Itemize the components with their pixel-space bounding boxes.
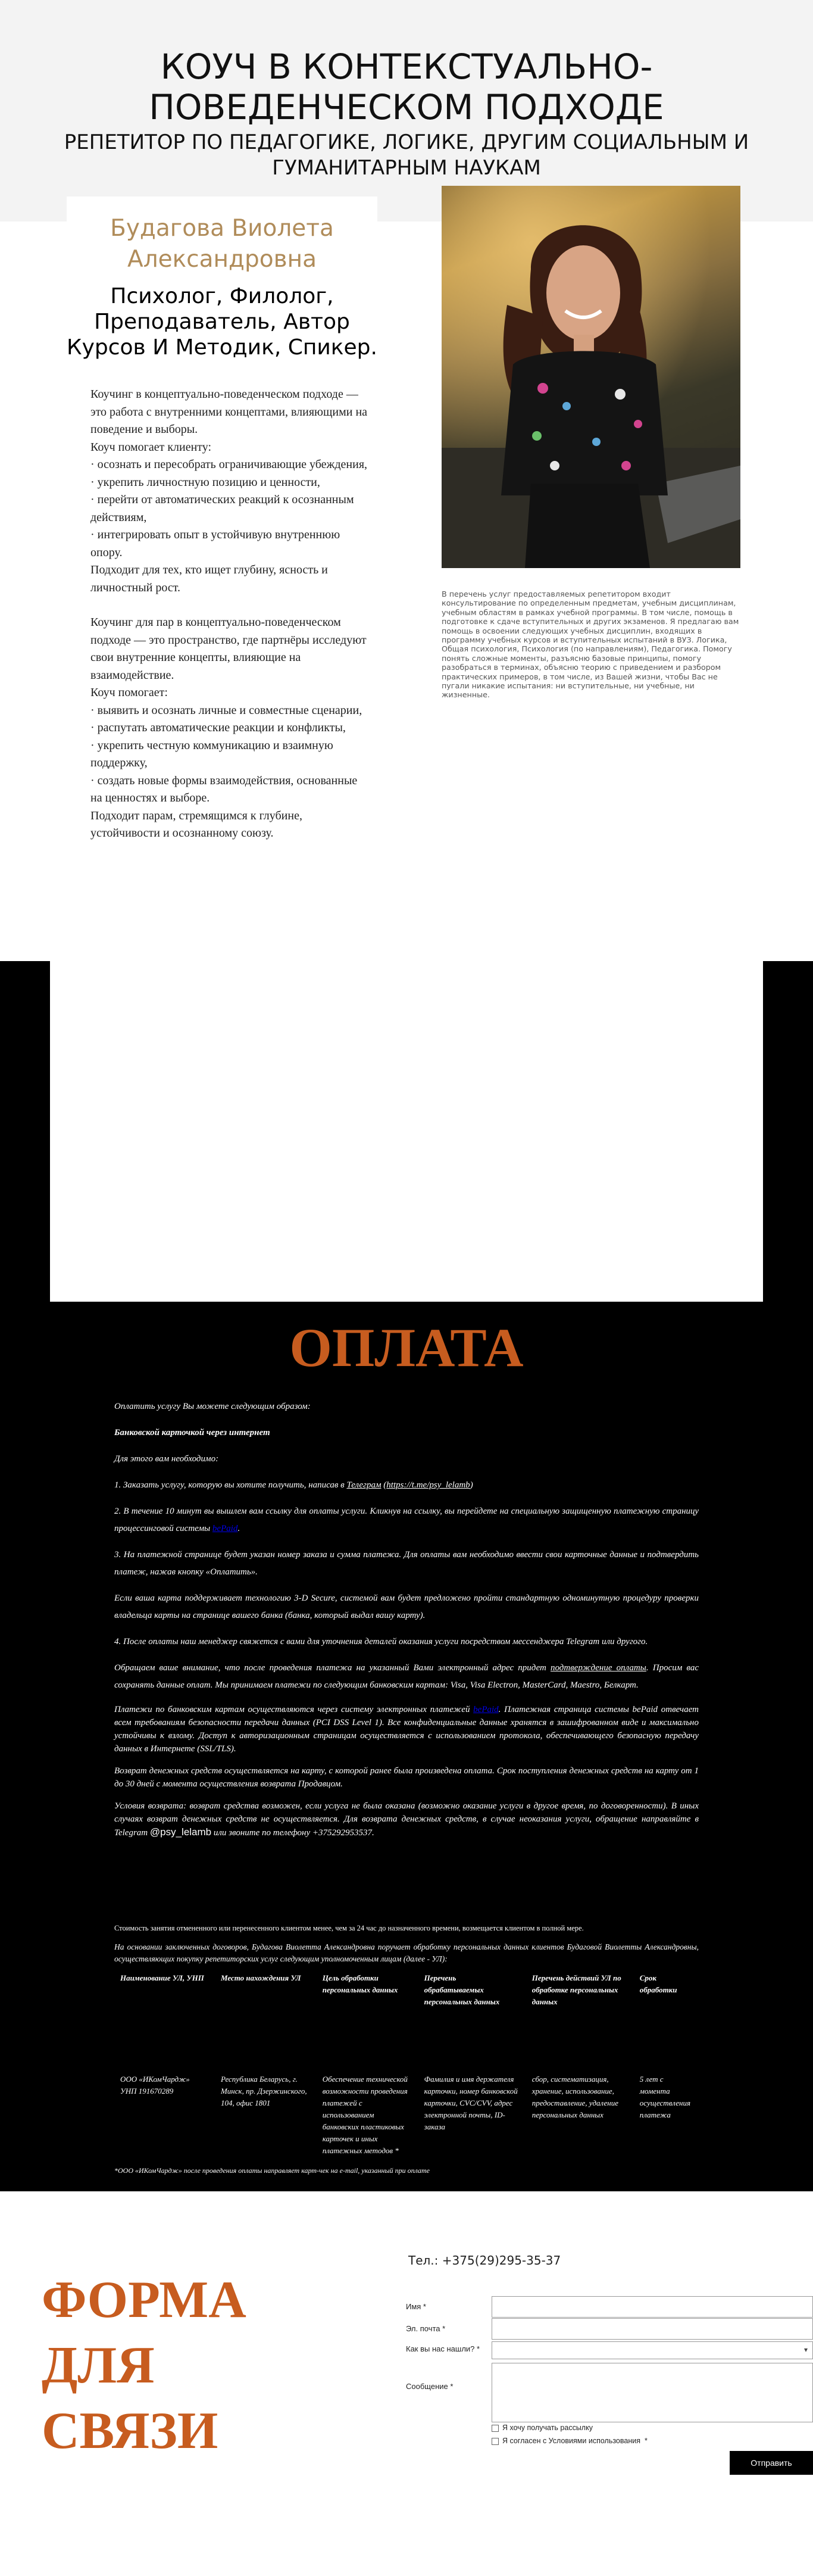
table-header: Перечень действий УЛ по обработке персональных данных xyxy=(531,1973,621,2006)
payment-processing xyxy=(114,1703,699,1755)
page-title xyxy=(0,46,813,127)
profile-name-line-2: Александровна xyxy=(127,246,317,273)
refund-text-a: Условия возврата: возврат средства возможен, если услуга не была оказана (возможно оказание услуги в другое время, по договоренности). В иных случаях возврат денежных средств не осуществляется. Для возврата денежных средств, в случае неоказания услуги, обращение направляйте в Telegram xyxy=(114,1801,699,1838)
processing-text-b: . Платежная страница системы bePaid отвечает всем требованиям безопасности передачи данных (PCI DSS Level 1). Все конфиденциальные данные хранятся в зашифрованном виде и максимально устойчивы к взлому. Доступ к авторизационным страницам осуществляется с использованием протокола, обеспечивающего безопасную передачу данных в Интернете (SSL/TLS). xyxy=(114,1705,699,1754)
payment-footnote: *ООО «ИКомЧардж» после проведения оплаты направляет карт-чек на e-mail, указанный при оплате xyxy=(114,2166,430,2175)
payment-step-3: 3. На платежной странице будет указан номер заказа и сумма платежа. Для оплаты вам необходимо ввести свои карточные данные и подтвердить платеж, нажав кнопку «Оплатить». xyxy=(114,1550,699,1577)
bepaid-link-2[interactable]: bePaid xyxy=(473,1705,499,1714)
table-cell: 5 лет с момента осуществления платежа xyxy=(639,2075,691,2119)
step1-text-c: ) xyxy=(470,1480,473,1490)
telegram-link[interactable]: Телеграм xyxy=(346,1480,382,1490)
telegram-url-link[interactable]: https://t.me/psy_lelamb xyxy=(386,1480,470,1490)
table-cell: Обеспечение технической возможности проведения платежей с использованием банковских пластиковых карточек и иных платежных методов * xyxy=(322,2075,408,2155)
email-input[interactable] xyxy=(492,2318,813,2340)
name-label: Имя * xyxy=(406,2302,426,2311)
payment-step-2 xyxy=(114,1503,699,1538)
terms-required-star: * xyxy=(644,2437,648,2445)
page-subtitle xyxy=(60,130,753,181)
submit-button[interactable]: Отправить xyxy=(730,2451,813,2475)
contact-title xyxy=(42,2268,280,2464)
profile-photo xyxy=(442,186,740,568)
profile-role-line-1: Психолог, Филолог, xyxy=(110,284,334,308)
profile-role-line-3: Курсов И Методик, Спикер. xyxy=(67,335,377,360)
payment-method xyxy=(114,1424,699,1442)
contact-title-line-2: ДЛЯ xyxy=(42,2337,155,2394)
refund-terms: Возврат денежных средств осуществляется на карту, с которой ранее была произведена оплата. Срок поступления денежных средств на карту от 1 до 30 дней с момента осуществления возврата Продавцом. xyxy=(114,1766,699,1789)
bepaid-link[interactable]: bePaid xyxy=(212,1524,238,1533)
message-textarea[interactable] xyxy=(492,2363,813,2422)
name-input[interactable] xyxy=(492,2296,813,2318)
payment-title: ОПЛАТА xyxy=(289,1317,524,1378)
table-header: Наименование УЛ, УНП xyxy=(120,1973,204,1982)
step1-text-a: 1. Заказать услугу, которую вы хотите получить, написав в xyxy=(114,1480,347,1490)
table-header: Место нахождения УЛ xyxy=(220,1973,301,1982)
table-cell: сбор, систематизация, хранение, использование, предоставление, удаление персональных данных xyxy=(531,2075,619,2119)
contact-title-line-1: ФОРМА xyxy=(42,2271,246,2329)
page-subtitle-line-1: РЕПЕТИТОР ПО ПЕДАГОГИКЕ, ЛОГИКЕ, ДРУГИМ СОЦИАЛЬНЫМ И xyxy=(64,130,749,154)
payment-3ds: Если ваша карта поддерживает технологию 3-D Secure, системой вам будет предложено пройти стандартную одноминутную процедуру проверки владельца карты на странице вашего банка (банка, который выдал вашу карту). xyxy=(114,1593,699,1620)
payment-intro: Оплатить услугу Вы можете следующим образом: xyxy=(114,1402,311,1411)
payment-attention xyxy=(114,1660,699,1694)
message-label: Сообщение * xyxy=(406,2382,454,2391)
profile-role xyxy=(67,283,377,360)
subscribe-checkbox[interactable] xyxy=(492,2425,499,2432)
page-title-line-1: КОУЧ В КОНТЕКСТУАЛЬНО- xyxy=(160,46,653,87)
telegram-handle[interactable]: @psy_lelamb xyxy=(149,1826,212,1838)
payment-small-print xyxy=(114,1922,699,1965)
photo-caption: В перечень услуг предоставляемых репетитором входит консультирование по определенным предметам, учебным дисциплинам, учебным областям в рамках учебной программы. В том числе, помощь в подготовке к сдаче вступительных и других экзаменов. Я предлагаю вам помощь в освоении следующих учебных дисциплин, входящих в программу учебных курсов и вступительных испытаний в ВУЗ. Логика, Общая психология, Психология (по направлениям), Педагогика. Помогу понять сложные моменты, разъясню базовые принципы, помогу разобраться в терминах, объясню теорию с приведением и разбором практических примеров, в том числе, из Вашей жизни, чтобы Вас не пугали никакие испытания: ни вступительные, ни учебные, ни жизненные. xyxy=(442,590,739,700)
embedded-content-placeholder xyxy=(50,961,763,1302)
payment-instructions xyxy=(114,1398,699,1848)
payment-confirmation-link[interactable]: подтверждение оплаты xyxy=(551,1663,646,1673)
data-processor-table xyxy=(114,1972,699,2157)
processor-note: На основании заключенных договоров, Будагова Виолетта Александровна поручает обработку персональных данных клиентов Будаговой Виолетты Александровны, осуществляющих покупку репетиторских услуг следующим уполномоченным лицам (далее - УЛ): xyxy=(114,1942,699,1963)
table-row xyxy=(114,2020,699,2157)
table-cell: Республика Беларусь, г. Минск, пр. Дзержинского, 104, офис 1801 xyxy=(220,2075,307,2107)
table-cell: Фамилия и имя держателя карточки, номер банковской карточки, CVC/CVV, адрес электронной почты, ID-заказа xyxy=(424,2075,518,2131)
profile-bio xyxy=(90,386,370,860)
contact-title-line-3: СВЯЗИ xyxy=(42,2402,218,2460)
processing-text-a: Платежи по банковским картам осуществляются через систему электронных платежей xyxy=(114,1705,474,1714)
profile-photo-illustration xyxy=(442,186,740,568)
bio-paragraph-individual: Коучинг в концептуально-поведенческом подходе — это работа с внутренними концептами, влияющими на поведение и выборы. Коуч помогает клиенту: · осознать и пересобрать ограничивающие убеждения, · укрепить личностную позицию и ценности, · перейти от автоматических реакций к осознанным действиям, · интегрировать опыт в устойчивую внутреннюю опору. Подходит для тех, кто ищет глубину, ясность и личностный рост. xyxy=(90,388,368,594)
bio-paragraph-couples: Коучинг для пар в концептуально-поведенческом подходе — это пространство, где партнёры исследуют свои внутренние концепты, влияющие на взаимодействие. Коуч помогает: · выявить и осознать личные и совместные сценарии, · распутать автоматические реакции и конфликты, · укрепить честную коммуникацию и взаимную поддержку, · создать новые формы взаимодействия, основанные на ценностях и выборе. Подходит парам, стремящимся к глубине, устойчивости и осознанному союзу. xyxy=(90,616,367,840)
terms-checkbox[interactable] xyxy=(492,2438,499,2445)
step1-text-b: ( xyxy=(381,1480,387,1490)
contact-phone[interactable]: Тел.: +375(29)295-35-37 xyxy=(408,2253,561,2268)
step2-text-b: . xyxy=(237,1524,240,1533)
payment-step-4: 4. После оплаты наш менеджер свяжется с вами для уточнения деталей оказания услуги посредством мессенджера Telegram или другого. xyxy=(114,1637,648,1646)
table-header: Цель обработки персональных данных xyxy=(322,1973,398,1994)
payment-needed: Для этого вам необходимо: xyxy=(114,1454,219,1464)
table-cell: ООО «ИКомЧардж» УНП 191670289 xyxy=(120,2075,190,2095)
profile-role-line-2: Преподаватель, Автор xyxy=(94,310,350,334)
terms-label-text[interactable]: Я согласен с Условиями использования xyxy=(502,2437,640,2445)
attention-text-a: Обращаем ваше внимание, что после проведения платежа на указанный Вами электронный адрес придет xyxy=(114,1663,551,1673)
refund-small: Стоимость занятия отмененного или перенесенного клиентом менее, чем за 24 час до назначенного времени, возмещается клиентом в полной мере. xyxy=(114,1924,584,1932)
page-title-line-2: ПОВЕДЕНЧЕСКОМ ПОДХОДЕ xyxy=(149,87,664,127)
refund-conditions xyxy=(114,1800,699,1839)
source-label: Как вы нас нашли? * xyxy=(406,2344,480,2353)
page-subtitle-line-2: ГУМАНИТАРНЫМ НАУКАМ xyxy=(272,156,541,180)
table-header-row xyxy=(114,1972,699,2020)
step2-text-a: 2. В течение 10 минут вы вышлем вам ссылку для оплаты услуги. Кликнув на ссылку, вы перейдете на специальную защищенную платежную страницу процессинговой системы xyxy=(114,1507,699,1533)
payment-method-text: Банковской карточкой через интернет xyxy=(114,1428,270,1437)
table-header: Срок обработки xyxy=(639,1973,677,1994)
subscribe-label: Я хочу получать рассылку xyxy=(502,2424,593,2432)
profile-name-line-1: Будагова Виолета xyxy=(110,215,334,242)
profile-name xyxy=(67,213,377,275)
refund-text-b: или звоните по телефону +375292953537. xyxy=(211,1828,374,1838)
attention-text-b: . Просим вас сохранять данные оплат. Мы принимаем платежи по следующим банковским картам: Visa, Visa Electron, MasterCard, Maestro, Белкарт. xyxy=(114,1663,699,1690)
terms-label xyxy=(502,2437,648,2445)
email-label: Эл. почта * xyxy=(406,2324,446,2333)
source-select[interactable] xyxy=(492,2341,813,2359)
table-header: Перечень обрабатываемых персональных данных xyxy=(424,1973,500,2006)
chevron-down-icon: ▾ xyxy=(803,2346,808,2354)
payment-step-1 xyxy=(114,1477,699,1494)
